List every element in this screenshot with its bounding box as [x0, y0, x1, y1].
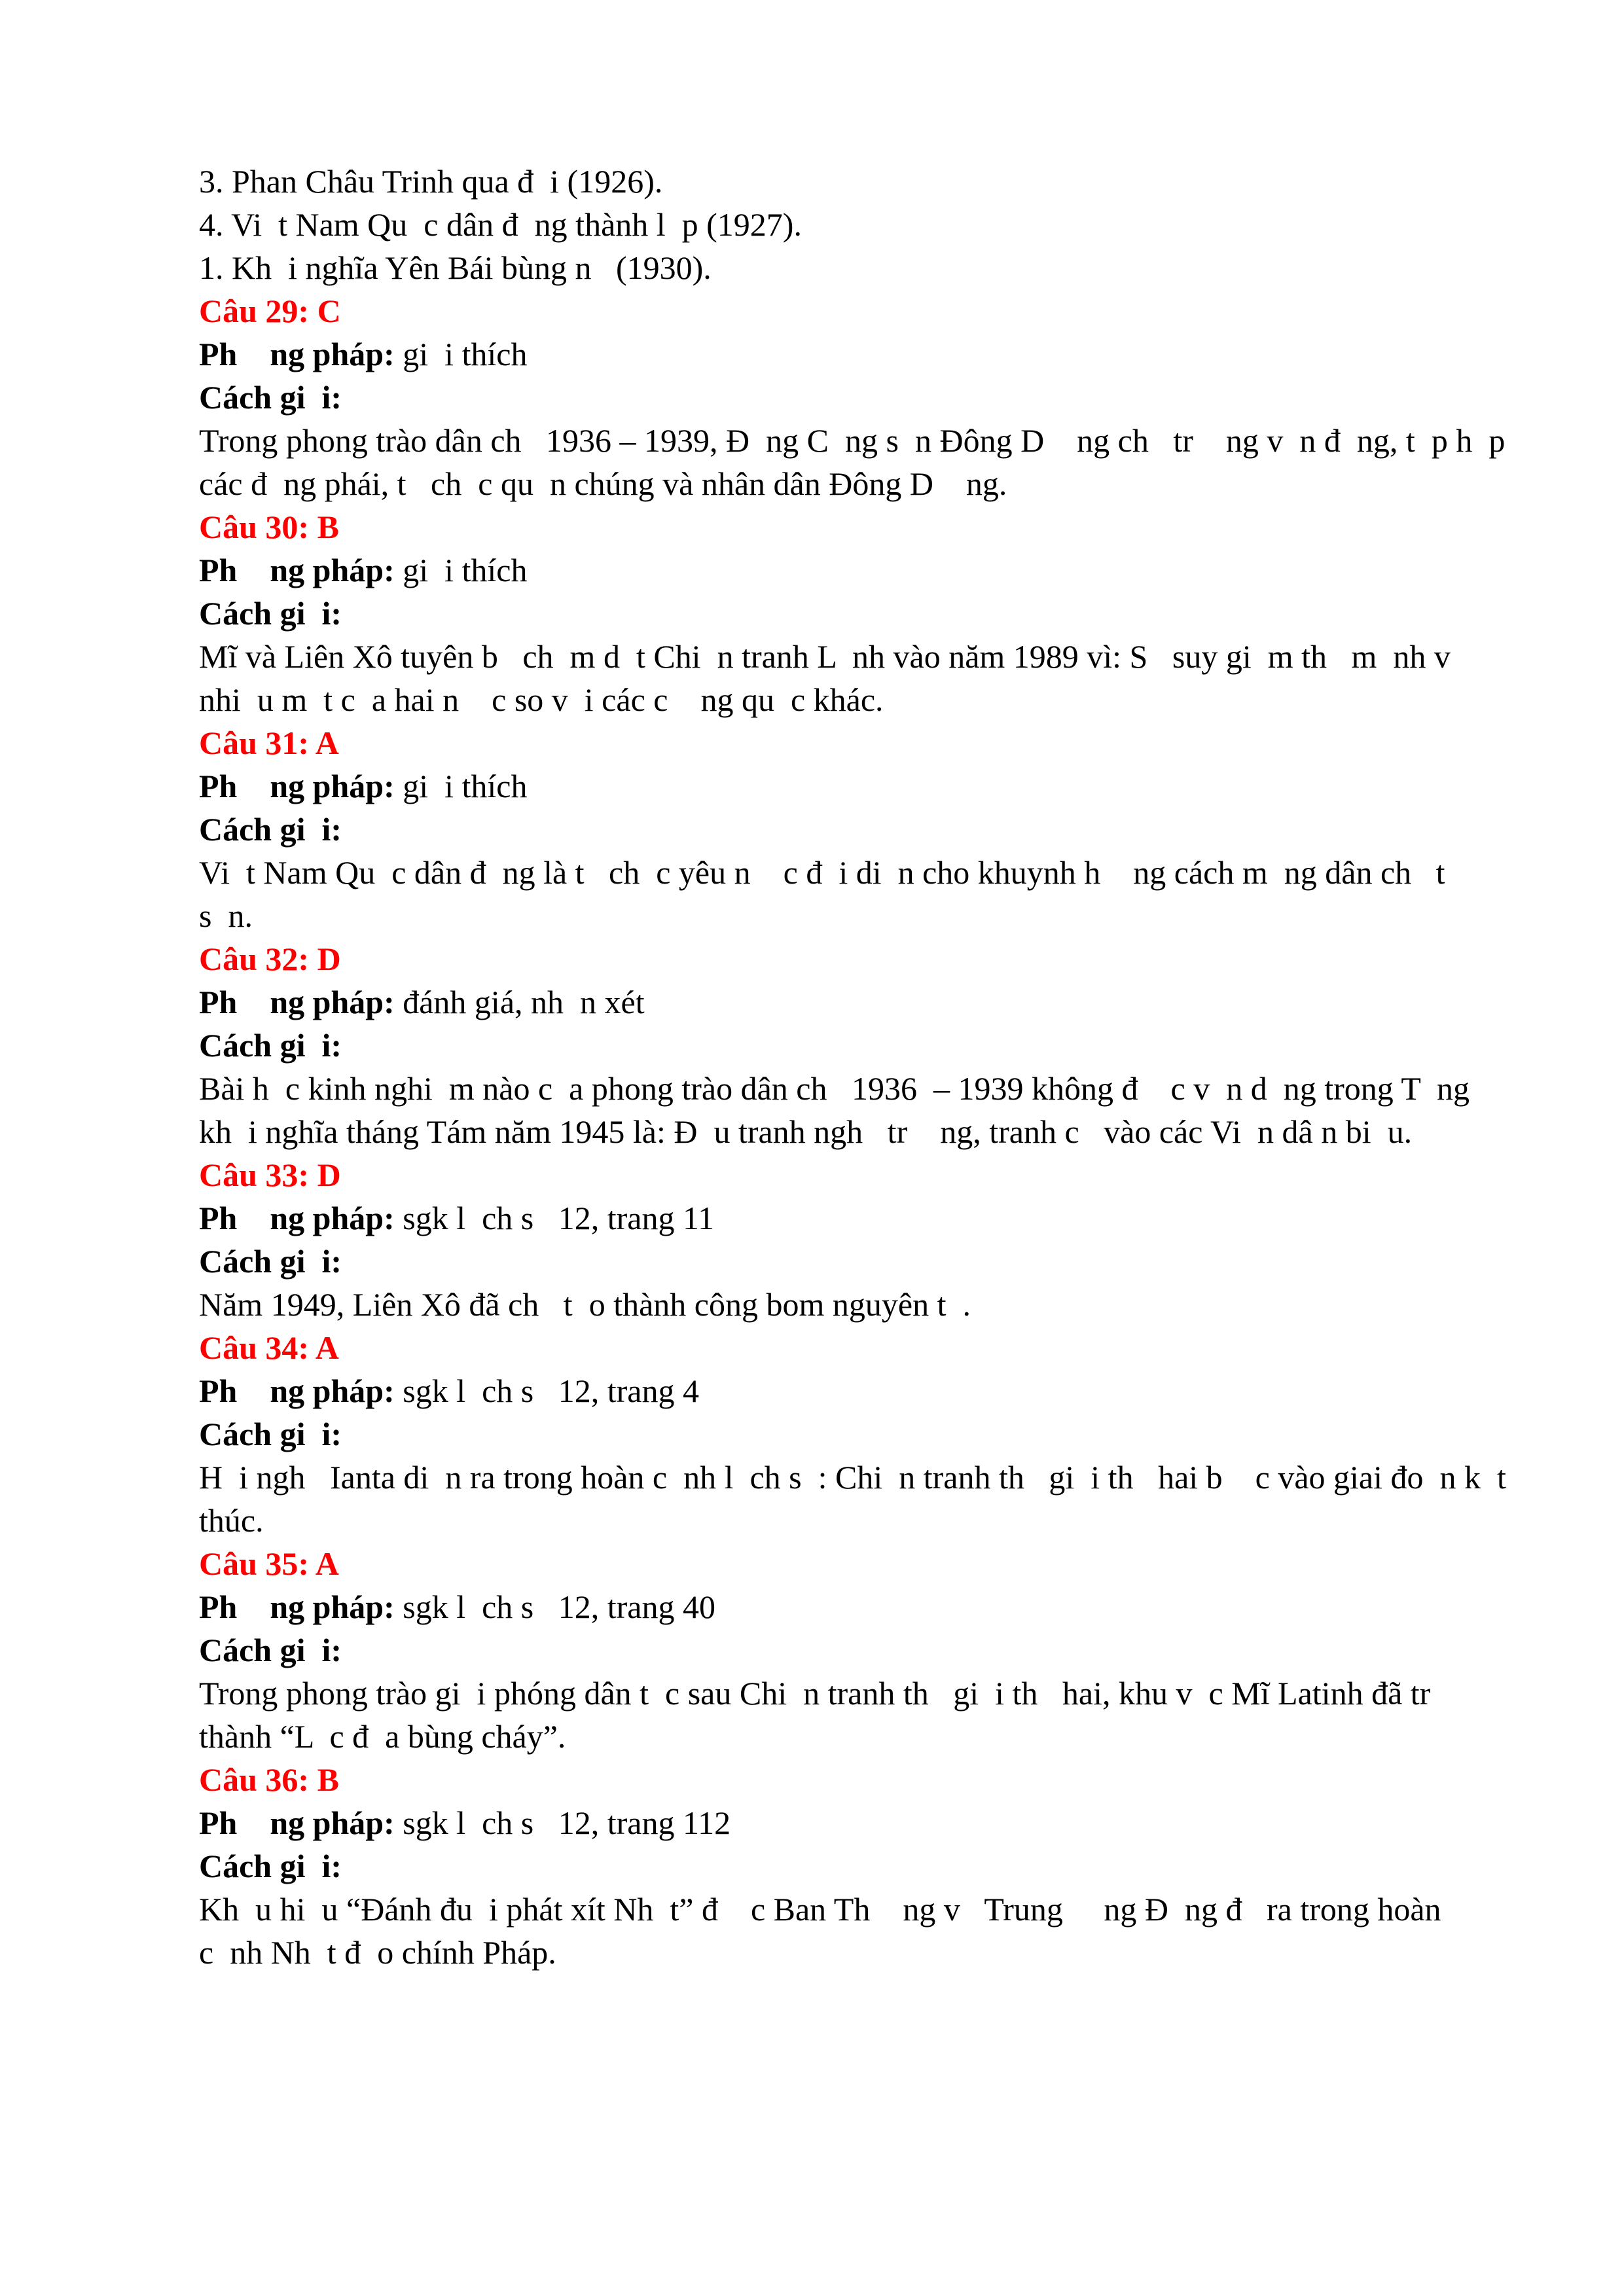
answer-label: Cách gi i:: [199, 1243, 342, 1280]
method-text: đánh giá, nh n xét: [403, 984, 645, 1020]
method-line: [199, 1369, 1574, 1412]
method-text: gi i thích: [403, 768, 528, 804]
method-text: gi i thích: [403, 552, 528, 588]
method-label: Ph ng pháp:: [199, 552, 395, 588]
intro-line: 4. Vi t Nam Qu c dân đ ng thành l p (1927).: [199, 206, 802, 243]
answer-label: Cách gi i:: [199, 595, 342, 632]
method-text: sgk l ch s 12, trang 112: [403, 1804, 731, 1841]
question-heading: Câu 36: B: [199, 1761, 339, 1798]
question-heading: Câu 31: A: [199, 725, 339, 761]
page-content: [199, 160, 1574, 1974]
answer-line: Vi t Nam Qu c dân đ ng là t ch c yêu n c đ i di n cho khuynh h ng cách m ng dân ch t: [199, 854, 1445, 891]
answer-label: Cách gi i:: [199, 1416, 342, 1452]
method-label: Ph ng pháp:: [199, 984, 395, 1020]
question-31: [199, 721, 1574, 937]
answer-line: s n.: [199, 897, 253, 934]
method-label: Ph ng pháp:: [199, 1588, 395, 1625]
method-text: sgk l ch s 12, trang 40: [403, 1588, 715, 1625]
method-label: Ph ng pháp:: [199, 1372, 395, 1409]
method-label: Ph ng pháp:: [199, 768, 395, 804]
question-34: [199, 1326, 1574, 1542]
question-heading: Câu 32: D: [199, 941, 341, 977]
method-text: sgk l ch s 12, trang 11: [403, 1200, 715, 1236]
answer-line: Trong phong trào gi i phóng dân t c sau Chi n tranh th gi i th hai, khu v c Mĩ Latinh đã tr: [199, 1675, 1431, 1712]
method-line: [199, 332, 1574, 376]
question-33: [199, 1153, 1574, 1326]
method-line: [199, 764, 1574, 808]
intro-line: 3. Phan Châu Trinh qua đ i (1926).: [199, 163, 663, 200]
answer-line: Mĩ và Liên Xô tuyên b ch m d t Chi n tranh L nh vào năm 1989 vì: S suy gi m th m nh v: [199, 638, 1451, 675]
question-36: [199, 1758, 1574, 1974]
question-heading: Câu 35: A: [199, 1545, 339, 1582]
answer-line: thúc.: [199, 1502, 264, 1539]
answer-label: Cách gi i:: [199, 1632, 342, 1668]
question-32: [199, 937, 1574, 1153]
question-heading: Câu 34: A: [199, 1329, 339, 1366]
question-heading: Câu 30: B: [199, 509, 339, 545]
answer-line: nhi u m t c a hai n c so v i các c ng qu c khác.: [199, 681, 884, 718]
method-label: Ph ng pháp:: [199, 1804, 395, 1841]
intro-line: 1. Kh i nghĩa Yên Bái bùng n (1930).: [199, 249, 712, 286]
question-heading: Câu 29: C: [199, 293, 341, 329]
question-heading: Câu 33: D: [199, 1157, 341, 1193]
method-line: [199, 1801, 1574, 1844]
answer-line: Kh u hi u “Đánh đu i phát xít Nh t” đ c Ban Th ng v Trung ng Đ ng đ ra trong hoàn: [199, 1891, 1441, 1928]
answer-line: Bài h c kinh nghi m nào c a phong trào dân ch 1936 – 1939 không đ c v n d ng trong T ng: [199, 1070, 1470, 1107]
answer-label: Cách gi i:: [199, 1848, 342, 1884]
method-text: sgk l ch s 12, trang 4: [403, 1372, 699, 1409]
method-label: Ph ng pháp:: [199, 336, 395, 372]
answer-label: Cách gi i:: [199, 811, 342, 848]
method-line: [199, 1196, 1574, 1240]
question-29: [199, 289, 1574, 505]
answer-line: Năm 1949, Liên Xô đã ch t o thành công bom nguyên t .: [199, 1286, 971, 1323]
answer-line: Trong phong trào dân ch 1936 – 1939, Đ ng C ng s n Đông D ng ch tr ng v n đ ng, t p h p: [199, 422, 1506, 459]
answer-label: Cách gi i:: [199, 379, 342, 416]
method-line: [199, 548, 1574, 592]
intro-list: [199, 160, 1574, 289]
answer-line: c nh Nh t đ o chính Pháp.: [199, 1934, 556, 1971]
question-30: [199, 505, 1574, 721]
answer-line: các đ ng phái, t ch c qu n chúng và nhân dân Đông D ng.: [199, 465, 1007, 502]
answer-label: Cách gi i:: [199, 1027, 342, 1064]
answer-line: kh i nghĩa tháng Tám năm 1945 là: Đ u tranh ngh tr ng, tranh c vào các Vi n dâ n bi u.: [199, 1113, 1413, 1150]
method-line: [199, 980, 1574, 1024]
method-text: gi i thích: [403, 336, 528, 372]
answer-line: thành “L c đ a bùng cháy”.: [199, 1718, 566, 1755]
method-label: Ph ng pháp:: [199, 1200, 395, 1236]
answer-line: H i ngh Ianta di n ra trong hoàn c nh l ch s : Chi n tranh th gi i th hai b c vào giai đo n k t: [199, 1459, 1506, 1496]
method-line: [199, 1585, 1574, 1628]
question-35: [199, 1542, 1574, 1758]
